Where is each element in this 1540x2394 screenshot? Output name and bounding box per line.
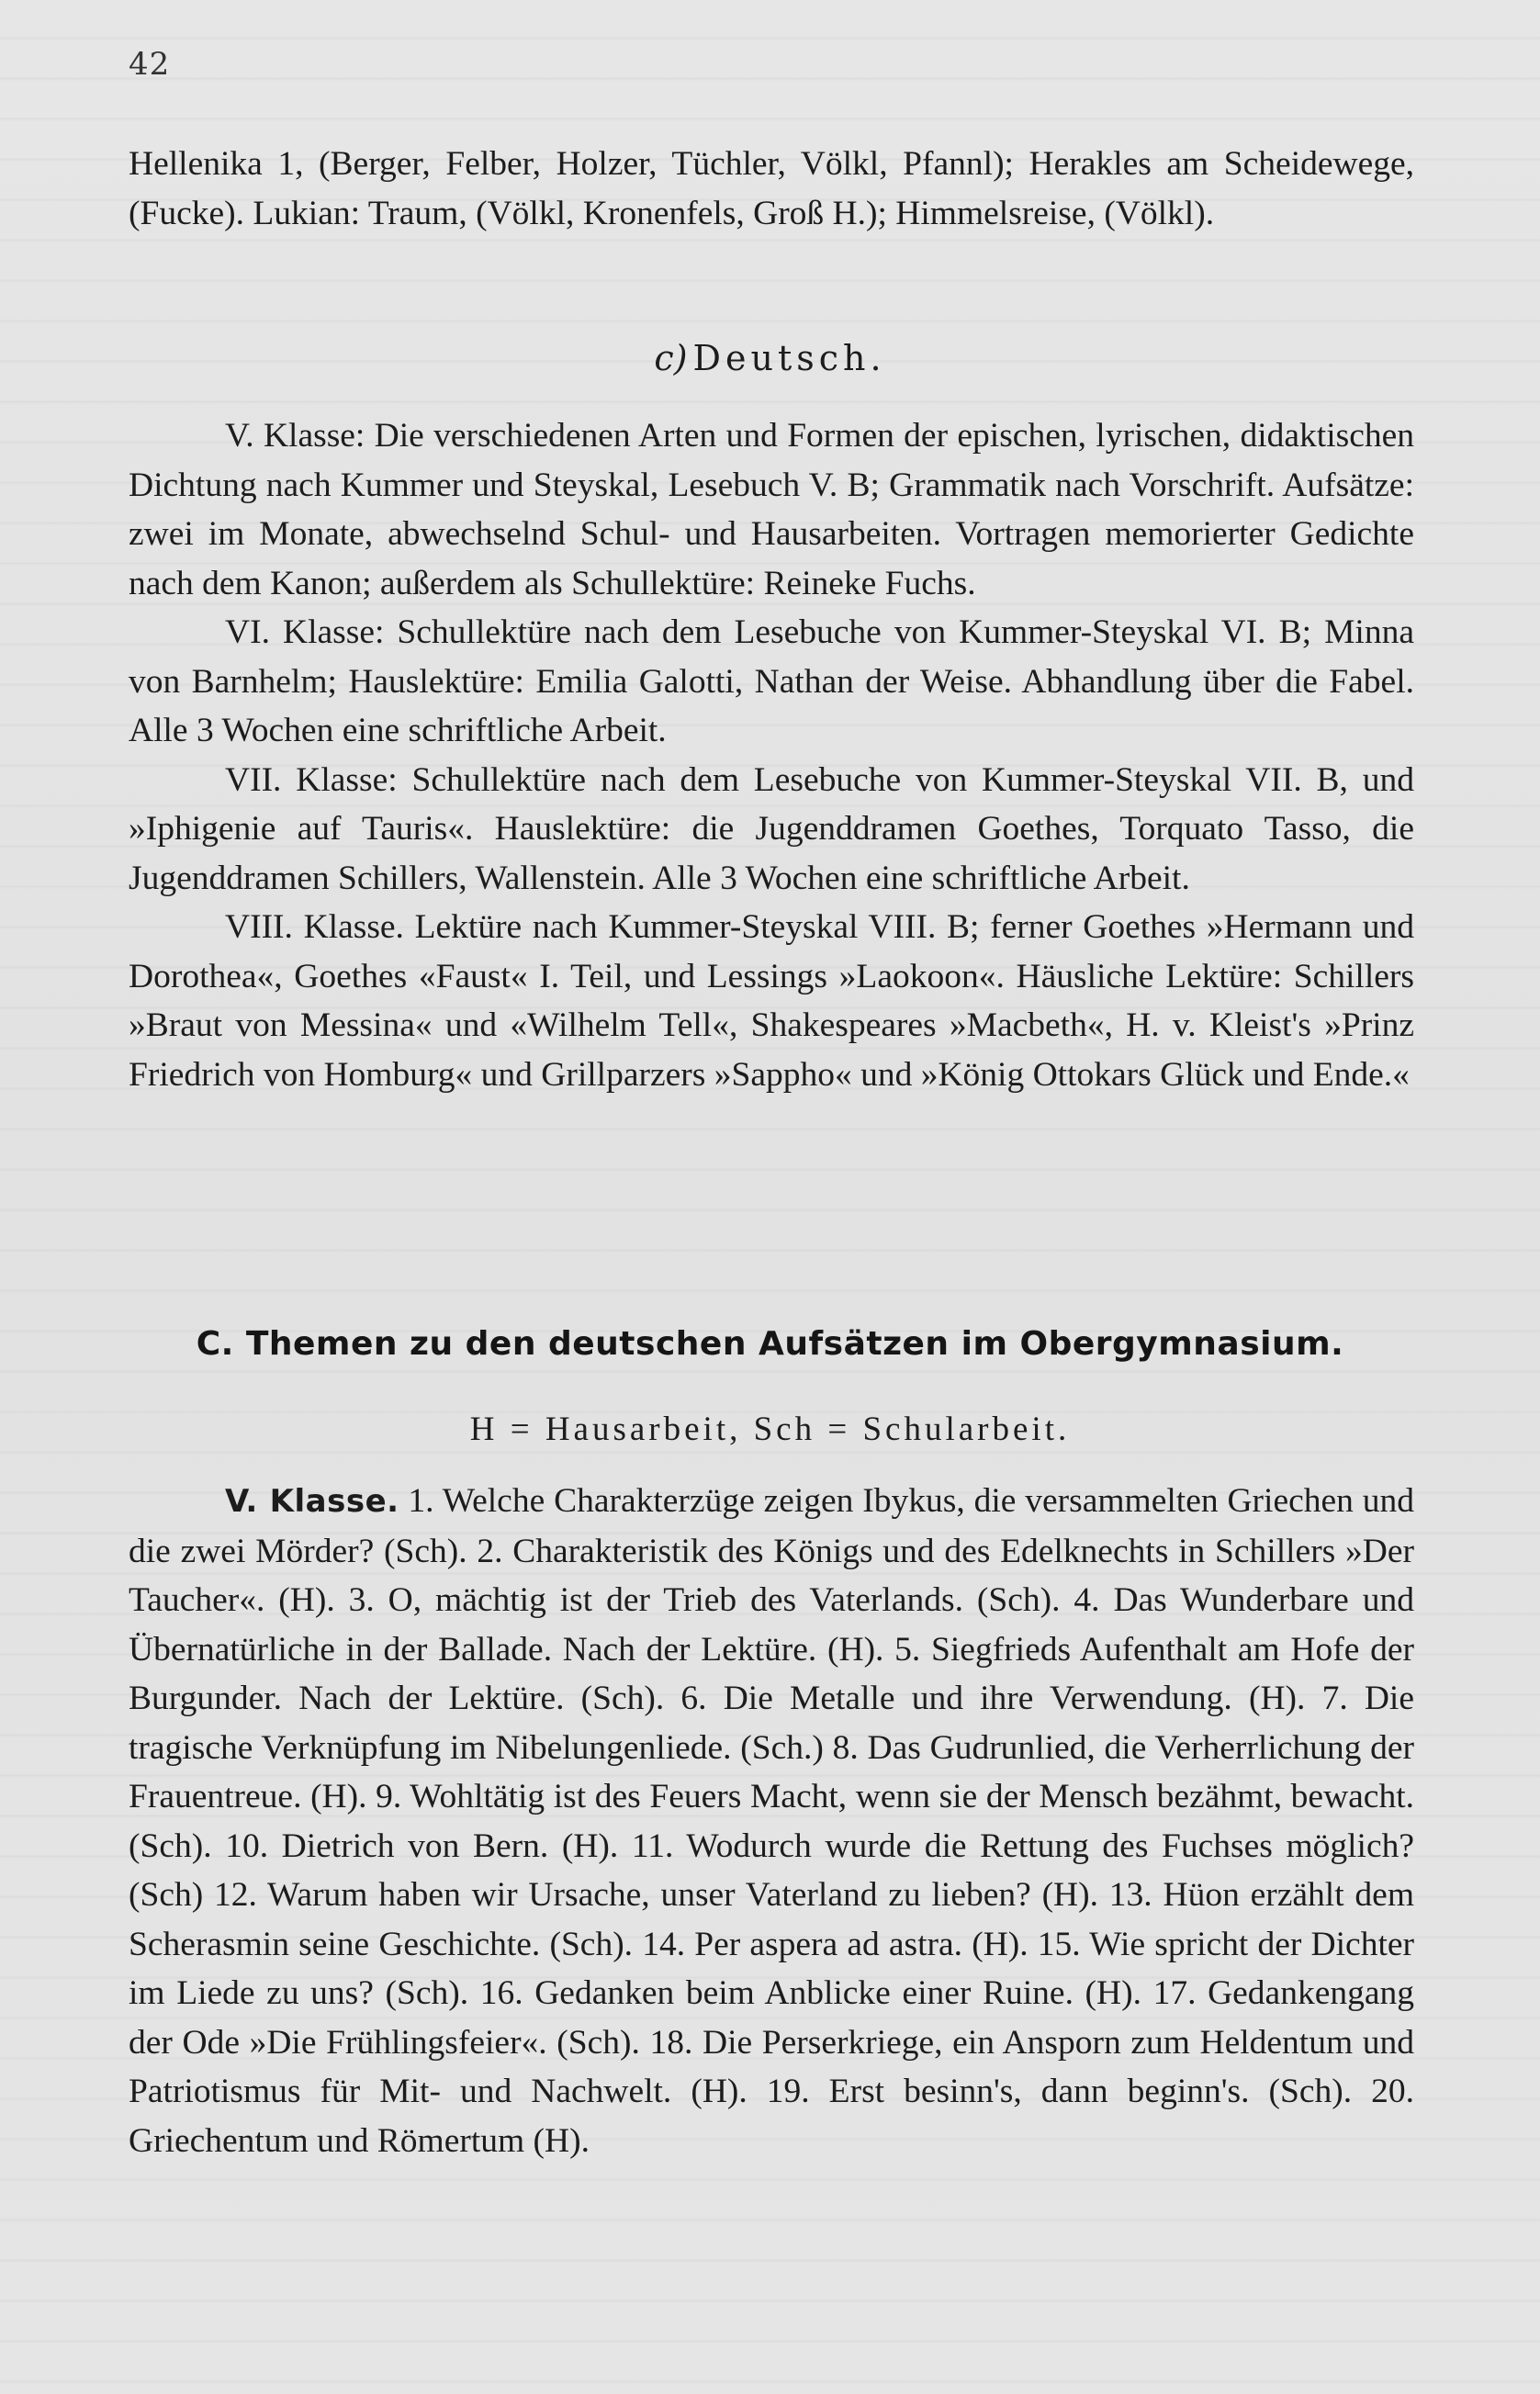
page-number: 42	[129, 46, 171, 83]
section-b-tail-paragraph: Hellenika 1, (Berger, Felber, Holzer, Tüchler, Völkl, Pfannl); Herakles am Scheidewege, (Fucke). Lukian: Traum, (Völkl, Kronenfels, Groß H.); Himmelsreise, (Völkl).	[129, 145, 1414, 232]
deutsch-body	[129, 411, 1414, 1099]
deutsch-heading-letter: c)	[654, 338, 688, 378]
themen-heading: C. Themen zu den deutschen Aufsätzen im Obergymnasium.	[196, 1325, 1344, 1363]
themen-body	[129, 1477, 1414, 2165]
deutsch-heading-word: Deutsch.	[692, 338, 886, 378]
deutsch-heading	[0, 338, 1540, 378]
themen-legend: H = Hausarbeit, Sch = Schularbeit.	[469, 1411, 1071, 1448]
deutsch-paragraph-vi: VI. Klasse: Schullektüre nach dem Lesebuche von Kummer-Steyskal VI. B; Minna von Barnhelm; Hauslektüre: Emilia Galotti, Nathan der Weise. Abhandlung über die Fabel. Alle 3 Wochen eine schriftliche Arbeit.	[129, 613, 1414, 749]
section-b-tail	[129, 140, 1414, 238]
themen-klasse-label: V. Klasse.	[225, 1483, 399, 1520]
deutsch-paragraph-viii: VIII. Klasse. Lektüre nach Kummer-Steyskal VIII. B; ferner Goethes »Hermann und Dorothea«, Goethes «Faust« I. Teil, und Lessings »Laokoon«. Häusliche Lektüre: Schillers »Braut von Messina« und «Wilhelm Tell«, Shakespeares »Macbeth«, H. v. Kleist's »Prinz Friedrich von Homburg« und Grillparzers »Sappho« und »König Ottokars Glück und Ende.«	[129, 908, 1414, 1094]
deutsch-paragraph-vii: VII. Klasse: Schullektüre nach dem Lesebuche von Kummer-Steyskal VII. B, und »Iphigenie auf Tauris«. Hauslektüre: die Jugenddramen Goethes, Torquato Tasso, die Jugenddramen Schillers, Wallenstein. Alle 3 Wochen eine schriftliche Arbeit.	[129, 760, 1414, 897]
themen-paragraph-v	[129, 1477, 1414, 2165]
deutsch-paragraph-v: V. Klasse: Die verschiedenen Arten und Formen der epischen, lyrischen, didaktischen Dichtung nach Kummer und Steyskal, Lesebuch V. B; Grammatik nach Vorschrift. Aufsätze: zwei im Monate, abwechselnd Schul- und Hausarbeiten. Vortragen memorierter Gedichte nach dem Kanon; außerdem als Schullektüre: Reineke Fuchs.	[129, 417, 1414, 602]
themen-text: 1. Welche Charakterzüge zeigen Ibykus, die versammelten Griechen und die zwei Mörder? (Sch). 2. Charakteristik des Königs und des Edelknechts in Schillers »Der Taucher«. (H). 3. O, mächtig ist der Trieb des Vaterlands. (Sch). 4. Das Wunderbare und Übernatürliche in der Ballade. Nach der Lektüre. (H). 5. Siegfrieds Aufenthalt am Hofe der Burgunder. Nach der Lektüre. (Sch). 6. Die Metalle und ihre Verwendung. (H). 7. Die tragische Verknüpfung im Nibelungenliede. (Sch.) 8. Das Gudrunlied, die Verherrlichung der Frauentreue. (H). 9. Wohltätig ist des Feuers Macht, wenn sie der Mensch bezähmt, bewacht. (Sch). 10. Dietrich von Bern. (H). 11. Wodurch wurde die Rettung des Fuchses möglich? (Sch) 12. Warum haben wir Ursache, unser Vaterland zu lieben? (H). 13. Hüon erzählt dem Scherasmin seine Geschichte. (Sch). 14. Per aspera ad astra. (H). 15. Wie spricht der Dichter im Liede zu uns? (Sch). 16. Gedanken beim Anblicke einer Ruine. (H). 17. Gedankengang der Ode »Die Frühlingsfeier«. (Sch). 18. Die Perserkriege, ein Ansporn zum Heldentum und Patriotismus für Mit- und Nachwelt. (H). 19. Erst besinn's, dann beginn's. (Sch). 20. Griechentum und Römertum (H).	[129, 1482, 1414, 2160]
